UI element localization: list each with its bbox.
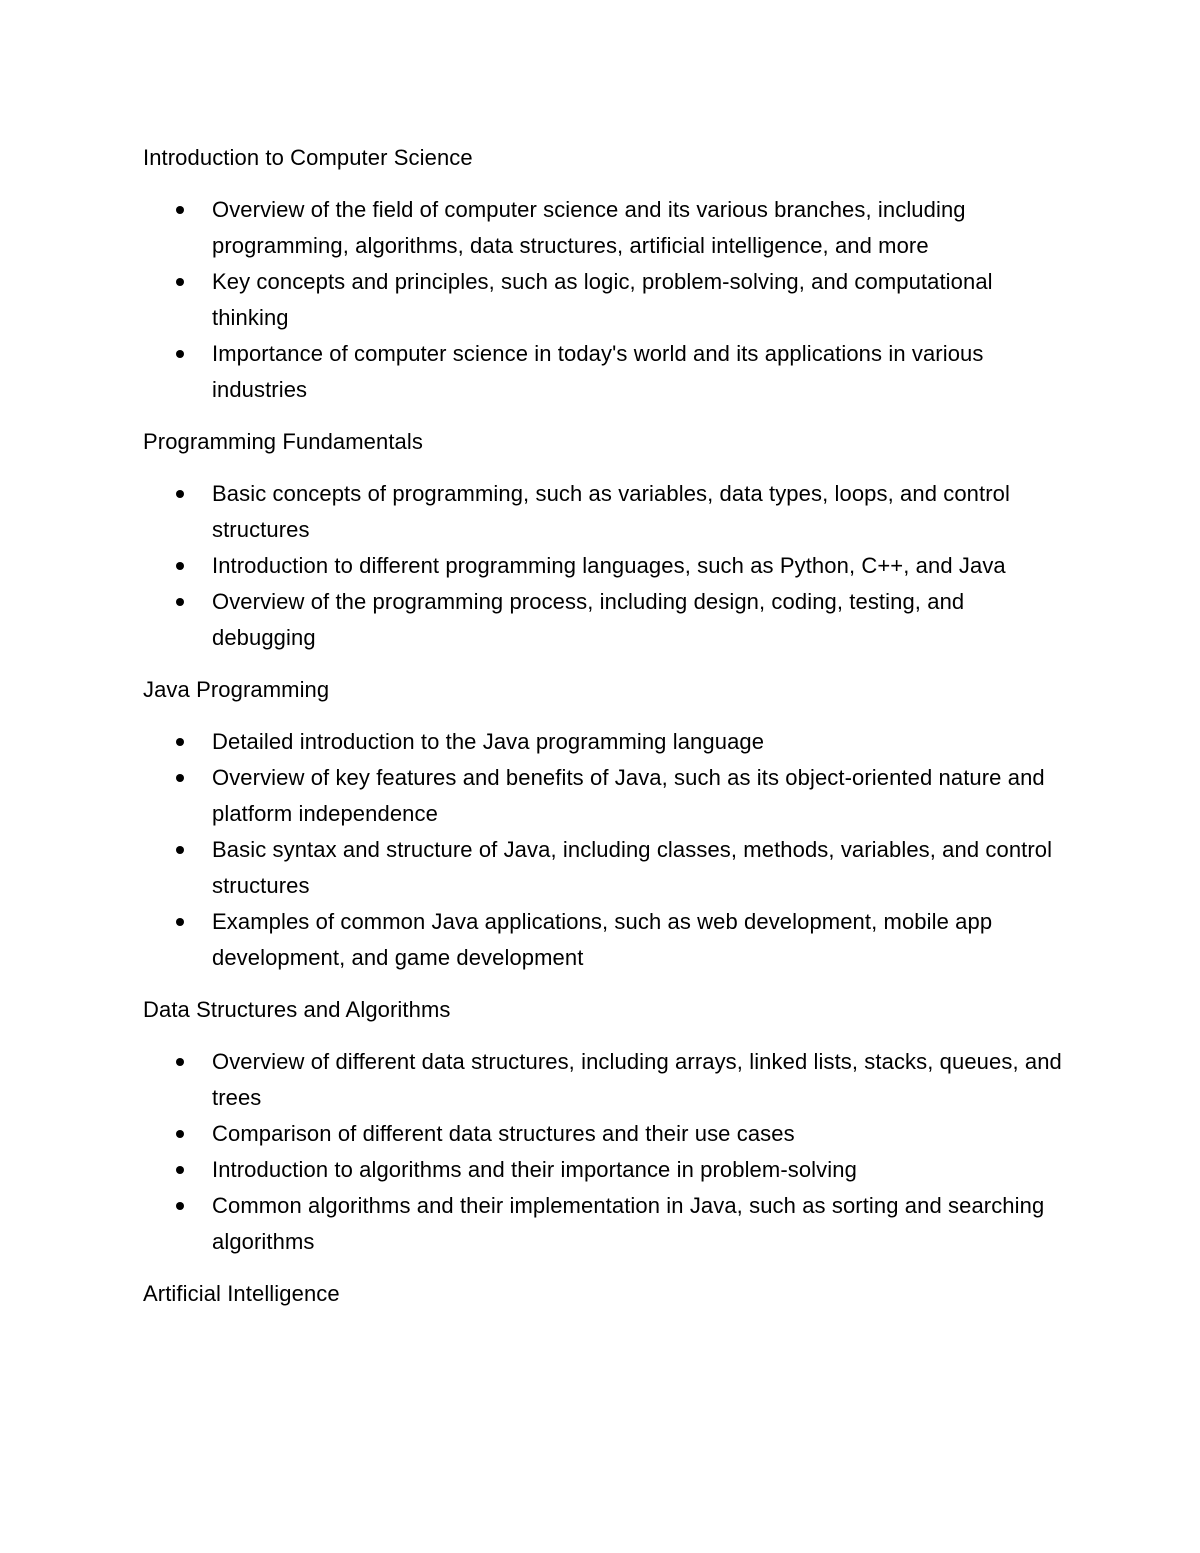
list-item-text: Introduction to different programming languages, such as Python, C++, and Java [212,553,1006,578]
list-item [143,1152,1063,1188]
bullet-list [143,1044,1063,1260]
list-item-text: Basic concepts of programming, such as variables, data types, loops, and control structures [212,481,1010,542]
section-heading: Introduction to Computer Science [143,145,473,170]
bullet-icon [176,774,184,782]
list-item [143,904,1063,976]
section-heading: Programming Fundamentals [143,429,423,454]
bullet-icon [176,350,184,358]
list-item [143,476,1063,548]
bullet-icon [176,1202,184,1210]
bullet-list [143,476,1063,656]
list-item-text: Key concepts and principles, such as logic, problem-solving, and computational thinking [212,269,993,330]
bullet-icon [176,846,184,854]
bullet-icon [176,1130,184,1138]
list-item-text: Introduction to algorithms and their importance in problem-solving [212,1157,857,1182]
list-item-text: Detailed introduction to the Java programming language [212,729,765,754]
list-item [143,724,1063,760]
list-item-text: Overview of the programming process, including design, coding, testing, and debugging [212,589,965,650]
list-item [143,760,1063,832]
bullet-icon [176,1166,184,1174]
bullet-icon [176,490,184,498]
list-item [143,1188,1063,1260]
list-item [143,192,1063,264]
list-item [143,264,1063,336]
list-item-text: Importance of computer science in today's world and its applications in various industries [212,341,984,402]
bullet-icon [176,206,184,214]
bullet-list [143,192,1063,408]
section-heading: Data Structures and Algorithms [143,997,451,1022]
list-item [143,584,1063,656]
list-item [143,832,1063,904]
bullet-icon [176,1058,184,1066]
list-item [143,1044,1063,1116]
bullet-icon [176,918,184,926]
list-item-text: Overview of the field of computer science and its various branches, including programming, algorithms, data structures, artificial intelligence, and more [212,197,966,258]
list-item-text: Basic syntax and structure of Java, including classes, methods, variables, and control structures [212,837,1053,898]
bullet-icon [176,598,184,606]
list-item-text: Comparison of different data structures and their use cases [212,1121,795,1146]
bullet-icon [176,738,184,746]
list-item [143,336,1063,408]
list-item [143,548,1063,584]
section-heading: Java Programming [143,677,330,702]
bullet-list [143,724,1063,976]
list-item-text: Examples of common Java applications, such as web development, mobile app development, and game development [212,909,993,970]
bullet-icon [176,562,184,570]
document-content [143,140,1063,1328]
list-item-text: Overview of different data structures, including arrays, linked lists, stacks, queues, and trees [212,1049,1062,1110]
list-item [143,1116,1063,1152]
bullet-icon [176,278,184,286]
list-item-text: Common algorithms and their implementation in Java, such as sorting and searching algorithms [212,1193,1045,1254]
list-item-text: Overview of key features and benefits of Java, such as its object-oriented nature and platform independence [212,765,1045,826]
section-heading: Artificial Intelligence [143,1281,340,1306]
